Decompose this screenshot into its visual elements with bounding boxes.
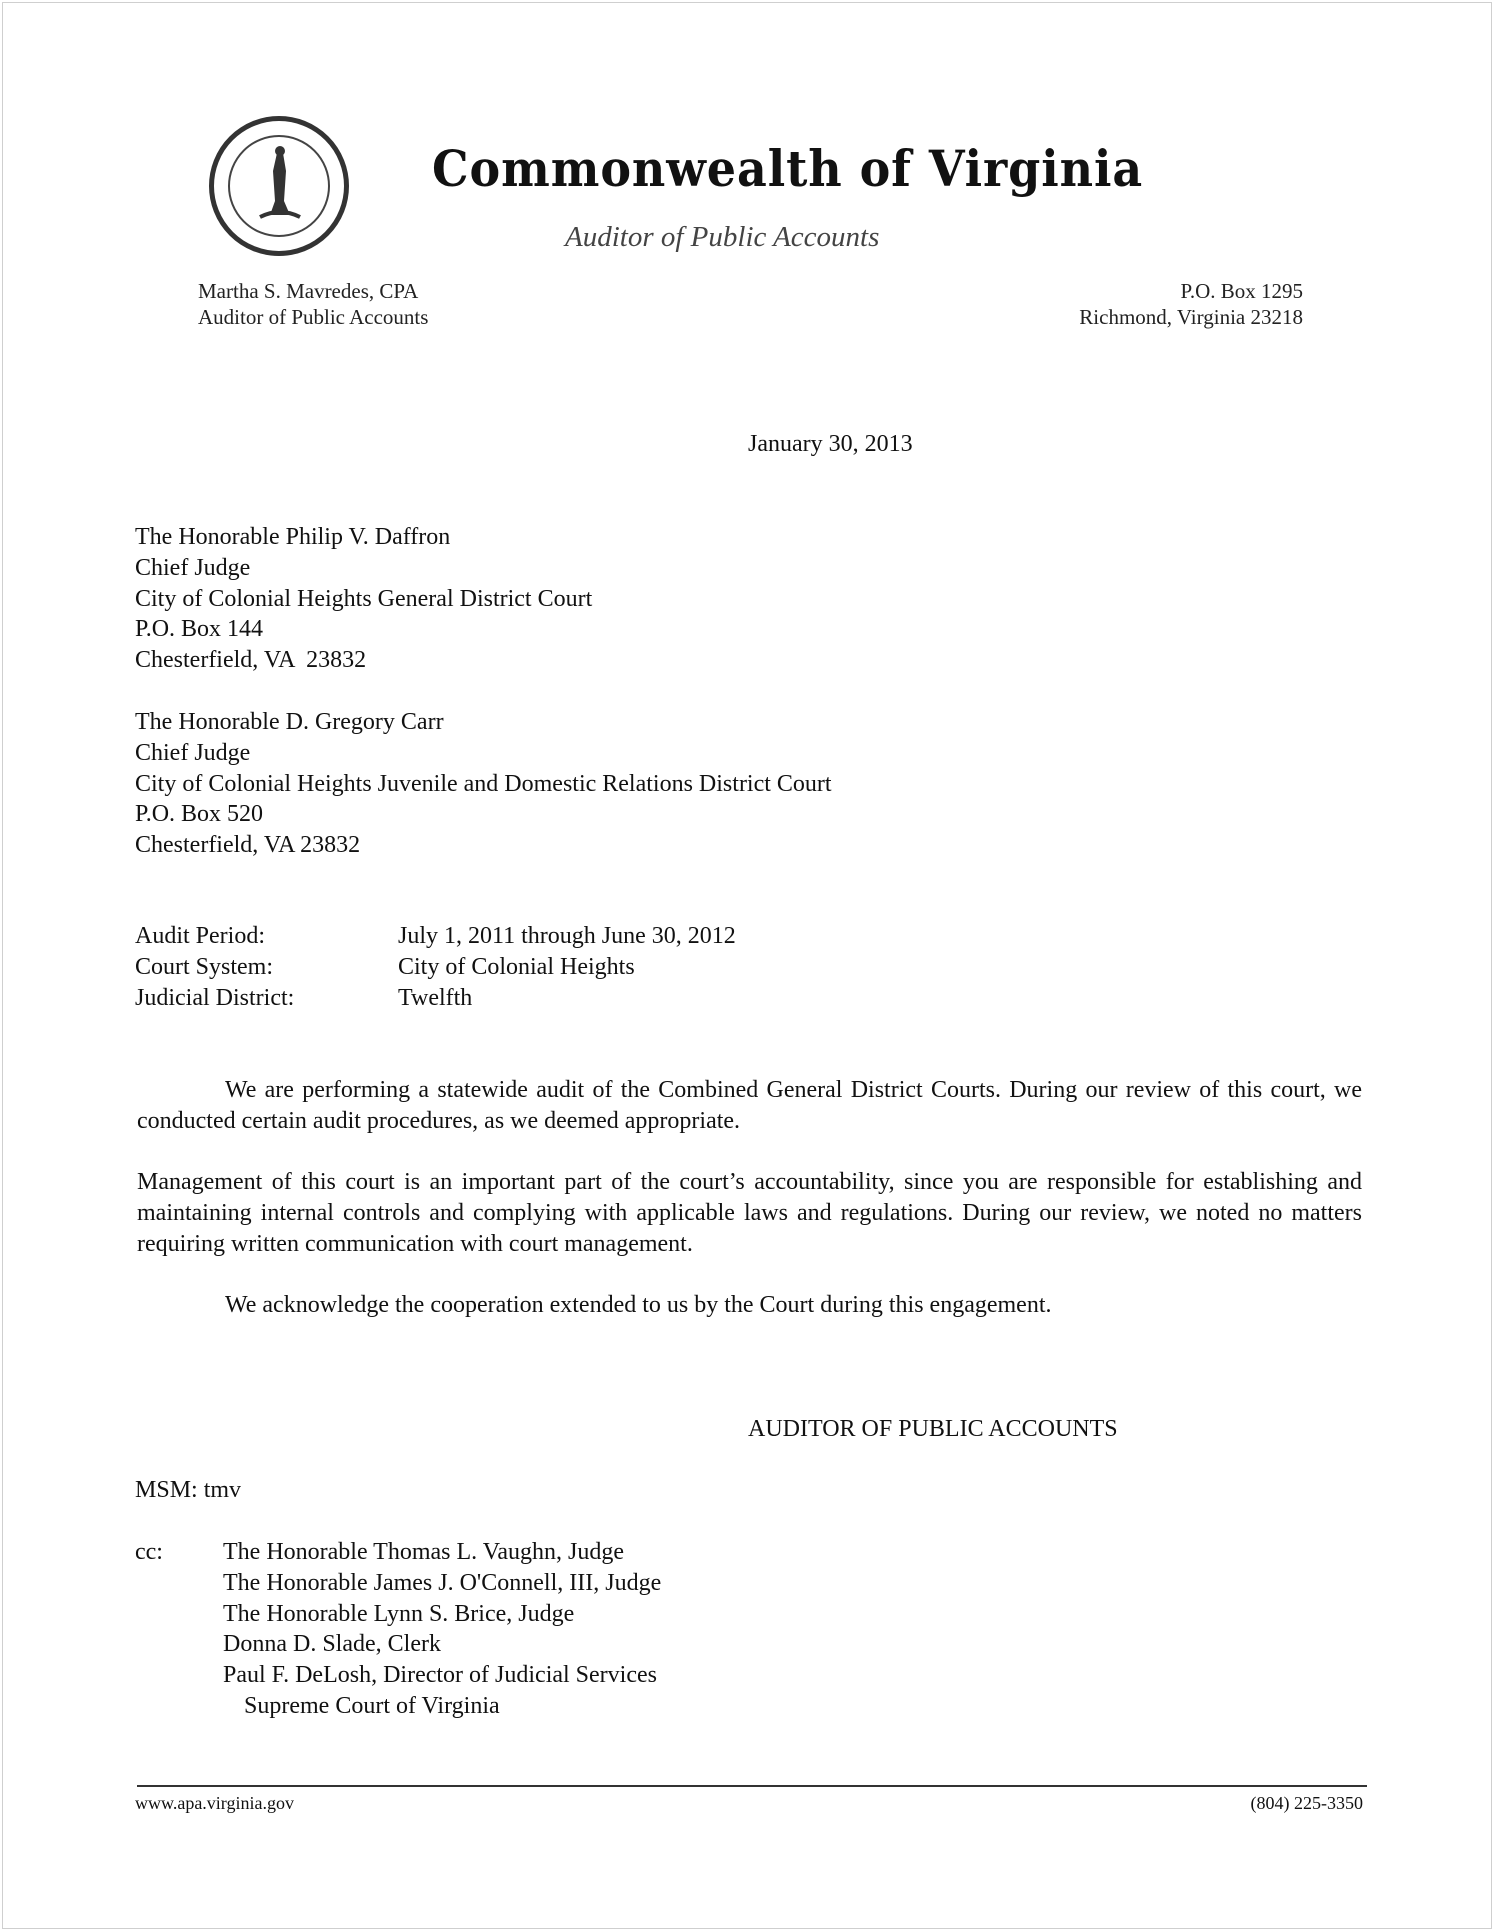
addressee-line: Chief Judge — [135, 554, 251, 581]
letterhead-subtitle: Auditor of Public Accounts — [565, 221, 880, 253]
auditor-title: Auditor of Public Accounts — [198, 305, 429, 329]
cc-recipient: The Honorable James J. O'Connell, III, Judge — [223, 1569, 662, 1596]
cc-recipient: The Honorable Lynn S. Brice, Judge — [223, 1600, 575, 1627]
body-paragraph-2: Management of this court is an important part of the court’s accountability, since you are responsible for establishing and maintaining internal controls and complying with applicable laws and regulations. During our review, we noted no matters requiring written communication with court management. — [137, 1169, 1362, 1257]
audit-info-row — [135, 983, 736, 1014]
addressee-line: Chief Judge — [135, 739, 251, 766]
cc-list — [223, 1537, 661, 1722]
letterhead-title: Commonwealth of Virginia — [432, 139, 1144, 198]
audit-info-row — [135, 921, 736, 952]
audit-info-label: Judicial District: — [135, 984, 295, 1011]
po-box: P.O. Box 1295 — [1180, 279, 1303, 303]
cc-recipient: The Honorable Thomas L. Vaughn, Judge — [223, 1539, 625, 1565]
letter-date: January 30, 2013 — [748, 431, 913, 457]
footer-divider — [137, 1785, 1367, 1787]
addressee-line: Chesterfield, VA 23832 — [135, 647, 367, 674]
letter-page — [2, 2, 1492, 1929]
audit-info-value: City of Colonial Heights — [398, 953, 635, 980]
audit-info-label: Audit Period: — [135, 923, 265, 949]
addressee-block-2 — [135, 707, 832, 861]
addressee-line: P.O. Box 520 — [135, 801, 264, 828]
audit-info-value: July 1, 2011 through June 30, 2012 — [398, 923, 736, 949]
city-state: Richmond, Virginia 23218 — [1079, 305, 1303, 329]
body-paragraph-3: We acknowledge the cooperation extended to us by the Court during this engagement. — [225, 1292, 1052, 1318]
cc-recipient: Paul F. DeLosh, Director of Judicial Services — [223, 1662, 657, 1689]
footer-phone: (804) 225-3350 — [1250, 1793, 1363, 1813]
auditor-name: Martha S. Mavredes, CPA — [198, 279, 419, 303]
cc-recipient-subline: Supreme Court of Virginia — [244, 1692, 500, 1719]
addressee-line: The Honorable Philip V. Daffron — [135, 524, 451, 550]
initials: MSM: tmv — [135, 1477, 242, 1503]
footer-website: www.apa.virginia.gov — [135, 1793, 294, 1813]
addressee-line: Chesterfield, VA 23832 — [135, 832, 361, 859]
auditor-name-block — [198, 278, 428, 330]
addressee-line: P.O. Box 144 — [135, 616, 264, 643]
cc-label: cc: — [135, 1539, 163, 1565]
cc-recipient: Donna D. Slade, Clerk — [223, 1631, 441, 1658]
addressee-line: The Honorable D. Gregory Carr — [135, 709, 444, 735]
body-paragraph-1: We are performing a statewide audit of the Combined General District Courts. During our review of this court, we conducted certain audit procedures, as we deemed appropriate. — [137, 1077, 1362, 1134]
office-address-block — [1079, 278, 1303, 330]
audit-info-label: Court System: — [135, 953, 274, 980]
audit-info-value: Twelfth — [398, 984, 473, 1011]
addressee-block-1 — [135, 522, 592, 676]
virginia-seal-logo — [209, 116, 349, 256]
addressee-line: City of Colonial Heights General District Court — [135, 585, 593, 612]
audit-info-table — [135, 921, 736, 1013]
audit-info-row — [135, 952, 736, 983]
signature-line: AUDITOR OF PUBLIC ACCOUNTS — [748, 1416, 1118, 1442]
addressee-line: City of Colonial Heights Juvenile and Domestic Relations District Court — [135, 770, 832, 797]
